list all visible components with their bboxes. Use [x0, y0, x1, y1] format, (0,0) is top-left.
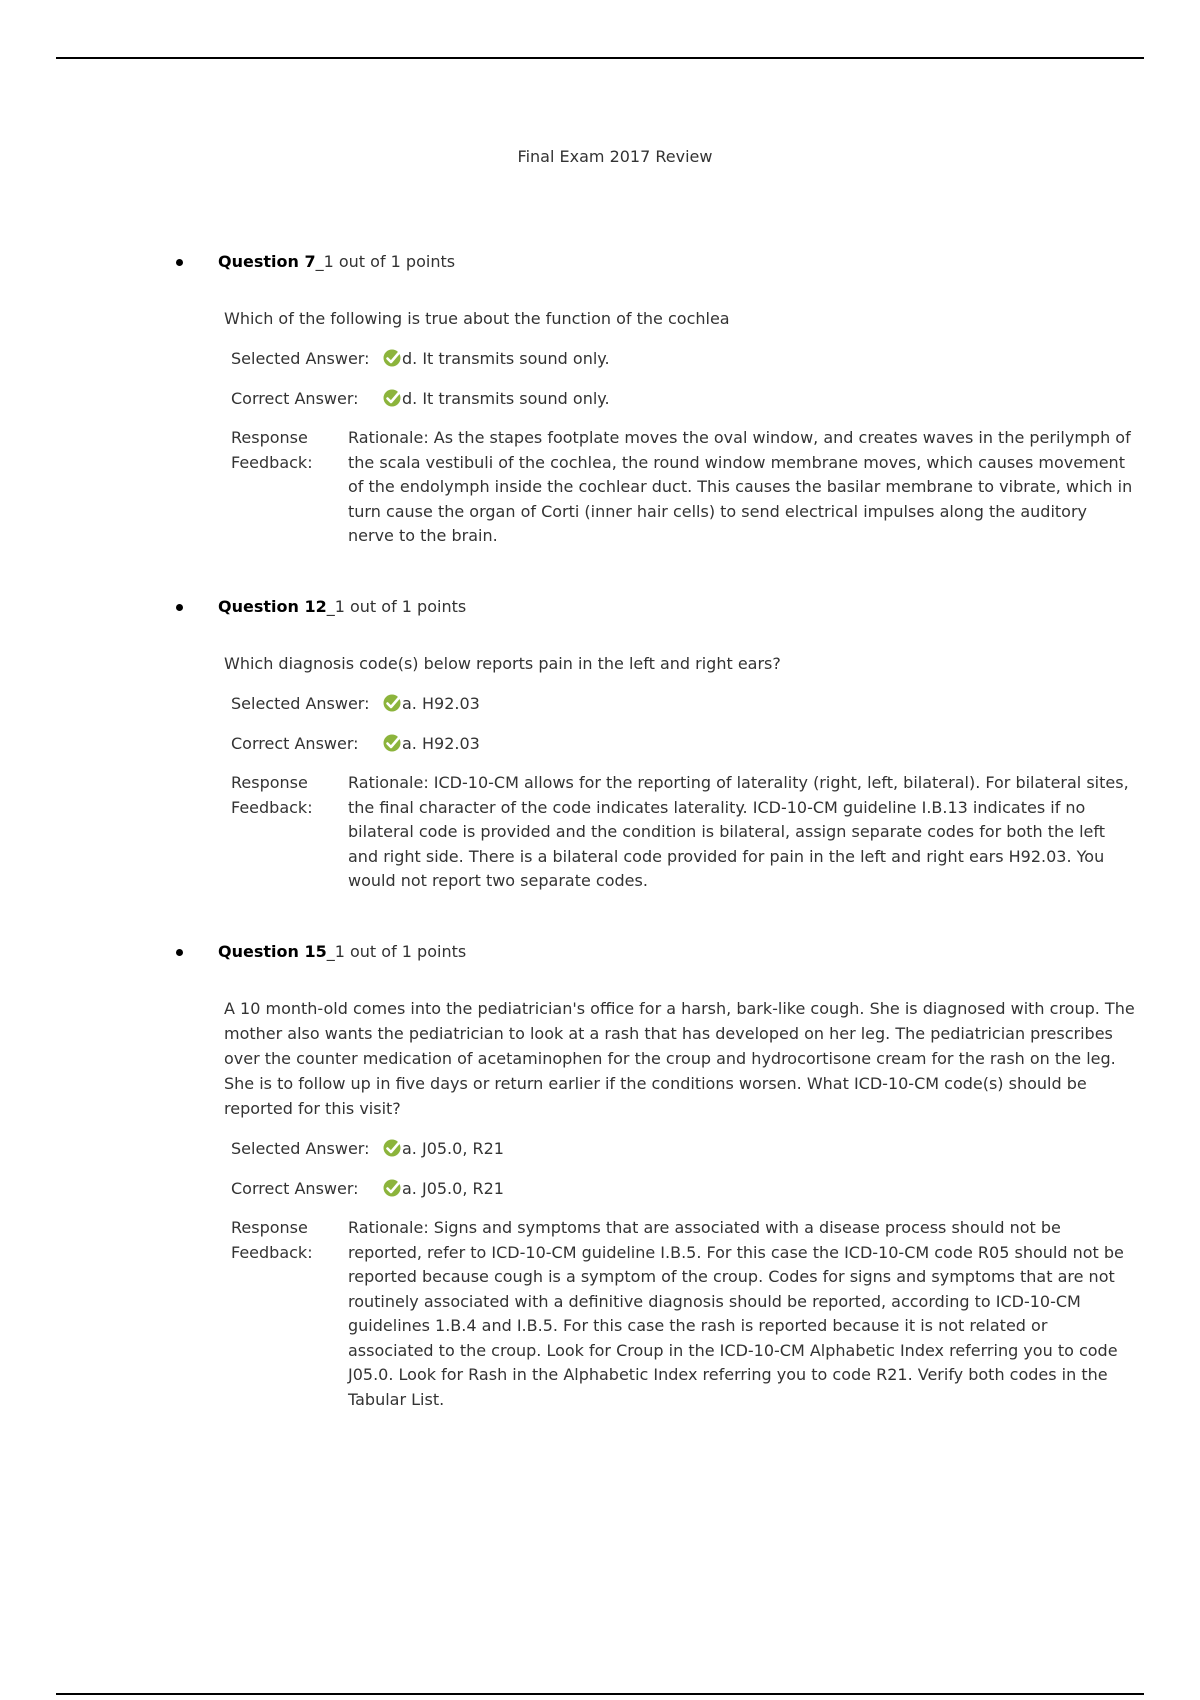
response-feedback [231, 771, 1136, 894]
question-separator: _ [326, 942, 335, 961]
question-block-12 [176, 595, 1136, 894]
check-icon [383, 693, 403, 713]
question-header [176, 940, 1136, 964]
check-icon [383, 1138, 403, 1158]
correct-answer-value: a. H92.03 [402, 734, 480, 753]
response-feedback [231, 1216, 1136, 1412]
bullet-icon [176, 604, 183, 611]
selected-answer-value: a. J05.0, R21 [402, 1139, 504, 1158]
question-text: Which of the following is true about the function of the cochlea [224, 309, 730, 328]
selected-answer-row [231, 347, 1136, 371]
response-feedback [231, 426, 1136, 549]
response-feedback-text: Rationale: As the stapes footplate moves the oval window, and creates waves in the perilymph of the scala vestibuli of the cochlea, the round window membrane moves, which causes movement of the endolymph inside the cochlear duct. This causes the basilar membrane to vibrate, which in turn cause the organ of Corti (inner hair cells) to send electrical impulses along the auditory nerve to the brain. [348, 428, 1133, 545]
question-text: A 10 month-old comes into the pediatrician's office for a harsh, bark-like cough. She is diagnosed with croup. The mother also wants the pediatrician to look at a rash that has developed on her leg. The pediatrician prescribes over the counter medication of acetaminophen for the croup and hydrocortisone cream for the rash on the leg. She is to follow up in five days or return earlier if the conditions worsen. What ICD-10-CM code(s) should be reported for this visit? [224, 999, 1135, 1118]
check-icon [383, 348, 403, 368]
selected-answer-label: Selected Answer: [231, 1139, 370, 1158]
selected-answer-label: Selected Answer: [231, 694, 370, 713]
question-header [176, 595, 1136, 619]
question-block-15 [176, 940, 1136, 1412]
question-separator: _ [326, 597, 335, 616]
question-label: Question 15 [218, 942, 327, 961]
correct-answer-value: a. J05.0, R21 [402, 1179, 504, 1198]
response-feedback-label: Response Feedback: [231, 428, 313, 472]
correct-answer-label: Correct Answer: [231, 1179, 359, 1198]
response-feedback-text: Rationale: Signs and symptoms that are associated with a disease process should not be reported, refer to ICD-10-CM guideline I.B.5. For this case the ICD-10-CM code R05 should not be reported because cough is a symptom of the croup. Codes for signs and symptoms that are not routinely associated with a definitive diagnosis should be reported, according to ICD-10-CM guidelines 1.B.4 and I.B.5. For this case the rash is reported because it is not related or associated to the croup. Look for Croup in the ICD-10-CM Alphabetic Index referring you to code J05.0. Look for Rash in the Alphabetic Index referring you to code R21. Verify both codes in the Tabular List. [348, 1218, 1124, 1409]
question-block-7 [176, 250, 1136, 549]
question-header [176, 250, 1136, 274]
question-label: Question 12 [218, 597, 327, 616]
correct-answer-row [231, 732, 1136, 756]
question-points: 1 out of 1 points [323, 252, 456, 271]
page-title: Final Exam 2017 Review [517, 147, 713, 166]
question-points: 1 out of 1 points [334, 942, 467, 961]
response-feedback-label: Response Feedback: [231, 1218, 313, 1262]
check-icon [383, 733, 403, 753]
correct-answer-row [231, 1177, 1136, 1201]
footer-rule [56, 1693, 1144, 1695]
correct-answer-row [231, 387, 1136, 411]
selected-answer-row [231, 692, 1136, 716]
question-points: 1 out of 1 points [334, 597, 467, 616]
correct-answer-value: d. It transmits sound only. [402, 389, 610, 408]
bullet-icon [176, 949, 183, 956]
check-icon [383, 388, 403, 408]
bullet-icon [176, 259, 183, 266]
selected-answer-row [231, 1137, 1136, 1161]
correct-answer-label: Correct Answer: [231, 734, 359, 753]
question-text: Which diagnosis code(s) below reports pain in the left and right ears? [224, 654, 781, 673]
response-feedback-label: Response Feedback: [231, 773, 313, 817]
check-icon [383, 1178, 403, 1198]
selected-answer-value: d. It transmits sound only. [402, 349, 610, 368]
question-separator: _ [315, 252, 324, 271]
selected-answer-label: Selected Answer: [231, 349, 370, 368]
correct-answer-label: Correct Answer: [231, 389, 359, 408]
selected-answer-value: a. H92.03 [402, 694, 480, 713]
question-label: Question 7 [218, 252, 316, 271]
header-rule [56, 57, 1144, 59]
response-feedback-text: Rationale: ICD-10-CM allows for the reporting of laterality (right, left, bilateral). For bilateral sites, the final character of the code indicates laterality. ICD-10-CM guideline I.B.13 indicates if no bilateral code is provided and the condition is bilateral, assign separate codes for both the left and right side. There is a bilateral code provided for pain in the left and right ears H92.03. You would not report two separate codes. [348, 773, 1129, 890]
